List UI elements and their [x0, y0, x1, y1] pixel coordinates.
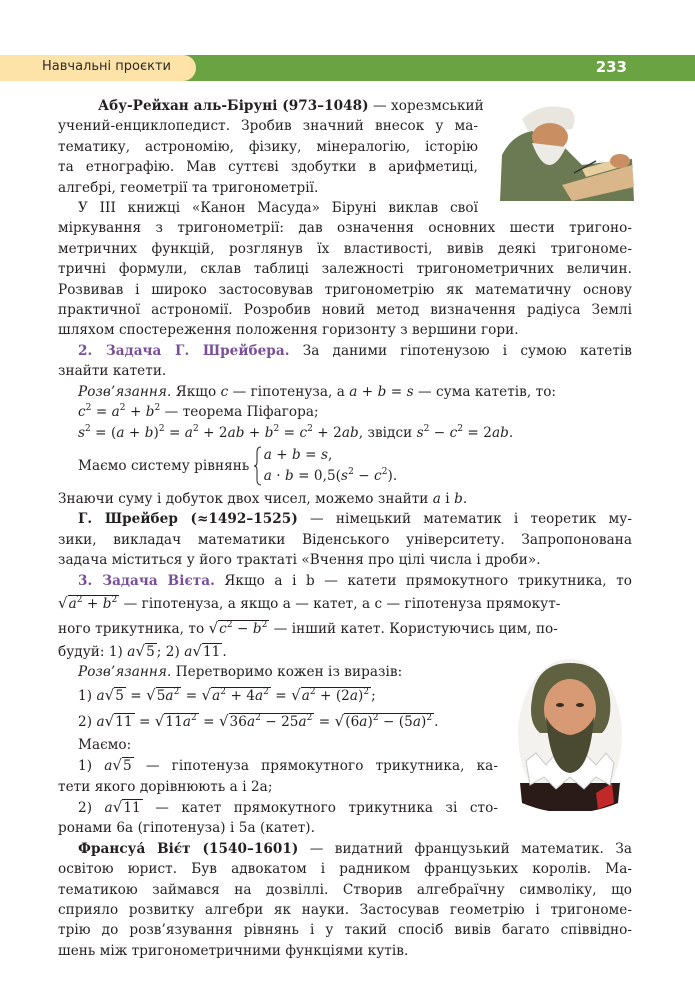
biruni-line-12: шляхом спостереження положення горизонту з вершини гори.	[58, 322, 519, 339]
system-intro: Маємо систему рівнянь	[78, 457, 250, 474]
biruni-line-10: Розвивав і широко застосовував тригонометрію як математичну основу	[58, 281, 632, 298]
biruni-line-4: та етнографію. Мав суттєві здобутки в арифметиці,	[58, 159, 478, 176]
brace-icon	[254, 446, 262, 486]
schreiber-line-3: задача міститься у його трактаті «Вчення про цілі числа і дроби».	[58, 552, 541, 569]
task2-pythagoras: $c^2 = a^2 + b^2$ — теорема Піфагора;	[78, 403, 319, 421]
biruni-line-1: Абу-Рейхан аль-Біруні (973–1048) — хорезмський	[98, 98, 484, 114]
task2-conclusion: Знаючи суму і добуток двох чисел, можемо знайти a і b.	[58, 490, 468, 507]
biruni-line-2: учений-енциклопедист. Зробив значний внесок у ма-	[58, 118, 478, 135]
page-content	[58, 96, 632, 961]
task3-line-2: $√a^2 + b^2$ — гіпотенуза, а якщо a — катет, а c — гіпотенуза прямокут-	[58, 593, 561, 612]
task2-solution-label: Розв’язання.	[78, 383, 172, 400]
viete-line-4: сприяло розвитку алгебри як науки. Застосував геометрію і тригономе-	[58, 902, 632, 918]
task2-system	[58, 445, 632, 489]
task3-solution	[58, 662, 498, 838]
task3-transform-2: 2) $a√11 = √11a^2 = √36a^2 - 25a^2 = √(6a)^2 - (5a)^2$ .	[78, 711, 439, 730]
schreiber-line-1: Г. Шрейбер (≈1492–1525) — німецький математик і теоретик му-	[78, 511, 632, 528]
task3-item-1-cont: тети якого дорівнюють a і 2a;	[58, 778, 273, 795]
task2-statement-2: знайти катети.	[58, 363, 167, 380]
biruni-line-7: міркування з тригонометрії: дав означення основних шести тригоно-	[58, 220, 632, 237]
task3-item-2: 2) a√11 — катет прямокутного трикутника зі сто-	[78, 797, 498, 816]
page-header	[0, 55, 695, 81]
task3-item-2-cont: ронами 6a (гіпотенуза) і 5a (катет).	[58, 820, 316, 837]
task2-title: 2. Задача Г. Шрейбера.	[78, 342, 290, 359]
task2-statement: 2. Задача Г. Шрейбера. За даними гіпотенузою і сумою катетів	[78, 342, 632, 359]
biruni-line-6: У ІІІ книжці «Канон Масуда» Біруні виклав свої	[78, 200, 478, 217]
viete-line-1: Франсуа́ Віє́т (1540–1601) — видатний французький математик. За	[78, 840, 633, 857]
task3-solution-label: Розв’язання.	[78, 664, 172, 681]
equation-1: a + b = s,	[263, 446, 333, 463]
task3-line-3: ного трикутника, то $√c^2 - b^2$ — інший катет. Користуючись цим, по-	[58, 618, 558, 637]
viete-line-3: тематикою займався на дозвіллі. Створив алгебраїчну символіку, що	[58, 881, 632, 898]
section-title: Навчальні проєкти	[42, 59, 171, 74]
biruni-line-8: метричних функцій, розглянув їх властивості, вивів деякі тригономе-	[58, 240, 632, 257]
viete-line-2: освітою юрист. Був адвокатом і радником французьких королів. Ма-	[58, 861, 632, 878]
biruni-line-5: алгебрі, геометрії та тригонометрії.	[58, 179, 319, 196]
task3-title: 3. Задача Вієта.	[78, 572, 215, 589]
biruni-line-3: тематику, астрономію, фізику, мінералогію, історію	[58, 138, 478, 155]
viete-line-6: шень між тригонометричними функціями кутів.	[58, 942, 409, 959]
viete-line-5: трію до розв’язування рівнянь і у такий спосіб вивів багато співвідно-	[58, 922, 632, 939]
task3-transform-1: 1) $a√5 = √5a^2 = √a^2 + 4a^2 = √a^2 + (2a)^2$ ;	[78, 685, 376, 704]
equation-system	[254, 445, 398, 487]
task2-solution-line-1: Розв’язання. Якщо c — гіпотенуза, а a + b = s — сума катетів, то:	[78, 383, 557, 400]
page-number: 233	[595, 58, 627, 76]
task3-item-1: 1) a√5 — гіпотенуза прямокутного трикутника, ка-	[78, 756, 498, 775]
task2-derivation: $s^2 = (a + b)^2 = a^2 + 2ab + b^2 = c^2 + 2ab$, звідси $s^2 - c^2 = 2ab$.	[78, 423, 514, 441]
section-tab	[0, 55, 196, 81]
task3-line-4: будуй: 1) a√5 ; 2) a√11 .	[58, 641, 227, 660]
task3-solution-intro: Розв’язання. Перетворимо кожен із виразів:	[78, 664, 403, 681]
biruni-line-9: тричні формули, склав таблиці залежності тригонометричних величин.	[58, 261, 632, 278]
viete-name-dates: Франсуа́ Віє́т (1540–1601)	[78, 840, 299, 857]
biruni-line-11: практичної астрономії. Розробив новий метод визначення радіуса Землі	[58, 302, 632, 319]
biruni-biography	[58, 96, 484, 218]
biruni-name-dates: Абу-Рейхан аль-Біруні (973–1048)	[98, 98, 369, 114]
task3-line-1: 3. Задача Вієта. Якщо a і b — катети прямокутного трикутника, то	[78, 572, 632, 589]
schreiber-line-2: зики, викладач математики Віденського університету. Запропонована	[58, 531, 632, 548]
task3-have: Маємо:	[78, 736, 132, 753]
equation-2: $a \cdot b = 0,5(s^2 - c^2)$.	[263, 466, 398, 484]
schreiber-name-dates: Г. Шрейбер (≈1492–1525)	[78, 511, 298, 528]
